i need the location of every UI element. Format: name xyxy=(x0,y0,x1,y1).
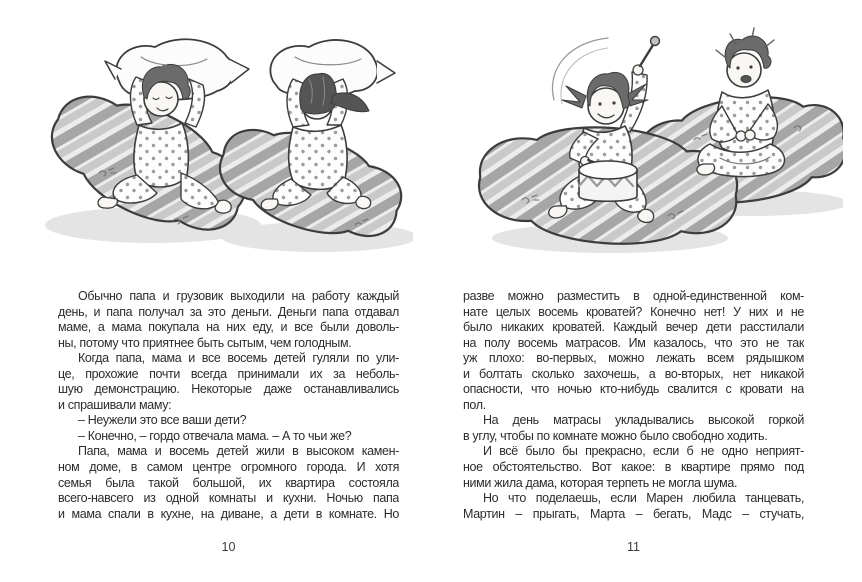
text-line: пол. xyxy=(463,397,486,412)
text-line: разве можно разместить в одной-единственной ком- xyxy=(463,289,804,303)
foot xyxy=(697,164,715,175)
drumstick xyxy=(640,45,653,66)
text-line: – Неужели это все ваши дети? xyxy=(78,413,247,428)
eye xyxy=(736,66,739,69)
text-line: и спрашивали маму: xyxy=(58,397,172,412)
foot xyxy=(356,196,371,208)
text-line: маме, а мама покупала на них еду, и все были доволь- xyxy=(58,320,399,335)
illustration-drumming-svg xyxy=(458,8,843,263)
text-line: це, прохожие почти всегда принимали их за неболь- xyxy=(58,366,399,381)
hand xyxy=(633,65,643,75)
torso xyxy=(134,123,188,187)
drum-top xyxy=(579,161,637,179)
illustration-drumming xyxy=(458,8,843,268)
hair-back xyxy=(300,73,336,114)
drumstick-knob xyxy=(651,37,660,46)
foot xyxy=(638,209,654,222)
drum xyxy=(579,161,637,201)
foot xyxy=(261,199,278,210)
page-number-right: 11 xyxy=(627,540,640,554)
text-line: ном доме, в самом центре огромного города. И хотя xyxy=(58,460,399,475)
eye xyxy=(749,65,752,68)
text-line: и мама спали в кухне, на диване, а дети в комнате. Но xyxy=(58,506,399,521)
text-line: нате целых восемь кроватей? Конечно нет! У них и не xyxy=(463,304,804,319)
text-line: опасности, что ночью кто-нибудь свалится с кровати на xyxy=(463,382,804,397)
text-line: – Конечно, – гордо отвечала мама. – А то чьи же? xyxy=(78,428,352,443)
text-line: было никаких кроватей. Каждый вечер дети расстилали xyxy=(463,320,804,335)
text-line: шую демонстрацию. Некоторые даже останавливались xyxy=(58,382,399,397)
text-line: Обычно папа и грузовик выходили на работу каждый xyxy=(78,289,399,303)
pigtail xyxy=(562,86,586,108)
text-line: Мартин – прыгать, Марта – бегать, Мадс – стучать, xyxy=(463,506,804,521)
foot xyxy=(98,197,117,208)
page-10-text-block xyxy=(58,289,399,522)
page-number-left: 10 xyxy=(221,540,236,554)
illustration-pillow-fight-svg xyxy=(33,25,413,260)
eye xyxy=(598,102,601,105)
text-line: ними жила дама, которая терпеть не могла шума. xyxy=(463,475,738,490)
text-line: день, и папа получал за это деньги. Деньги папа отдавал xyxy=(58,304,399,319)
torso xyxy=(289,125,347,189)
text-line: ное обстоятельство. Вот какое: в квартире прямо под xyxy=(463,460,804,475)
hand xyxy=(745,130,755,140)
text-line: всего-навсего из одной комнаты и кухни. Ночью папа xyxy=(58,491,399,506)
eye xyxy=(612,101,615,104)
text-line: И всё было бы прекрасно, если б не одно неприят- xyxy=(483,444,804,459)
text-line: уж плохо: во-первых, можно лежать всем рядышком xyxy=(463,351,804,366)
text-line: На день матрасы укладывались высокой горкой xyxy=(483,413,804,428)
text-line: Папа, мама и восемь детей жили в высоком камен- xyxy=(78,444,399,459)
text-line: Но что поделаешь, если Марен любила танцевать, xyxy=(483,491,804,506)
text-line: в углу, чтобы по комнате можно было свободно ходить. xyxy=(463,428,768,443)
child-sitting xyxy=(697,28,785,177)
text-line: и болтать сколько захочешь, а во-вторых, нет никакой xyxy=(463,366,804,381)
open-mouth xyxy=(741,76,751,83)
text-line: семья была такой большой, их квартира состояла xyxy=(58,475,399,490)
text-line: Когда папа, мама и все восемь детей гуляли по ули- xyxy=(78,351,399,366)
illustration-pillow-fight xyxy=(33,25,413,265)
text-line: ны, потому что приятнее быть сытым, чем голодным. xyxy=(58,335,352,350)
text-line: на полу восемь матрасов. Им казалось, что это не так xyxy=(463,335,804,350)
page-11-text-block xyxy=(463,289,804,522)
